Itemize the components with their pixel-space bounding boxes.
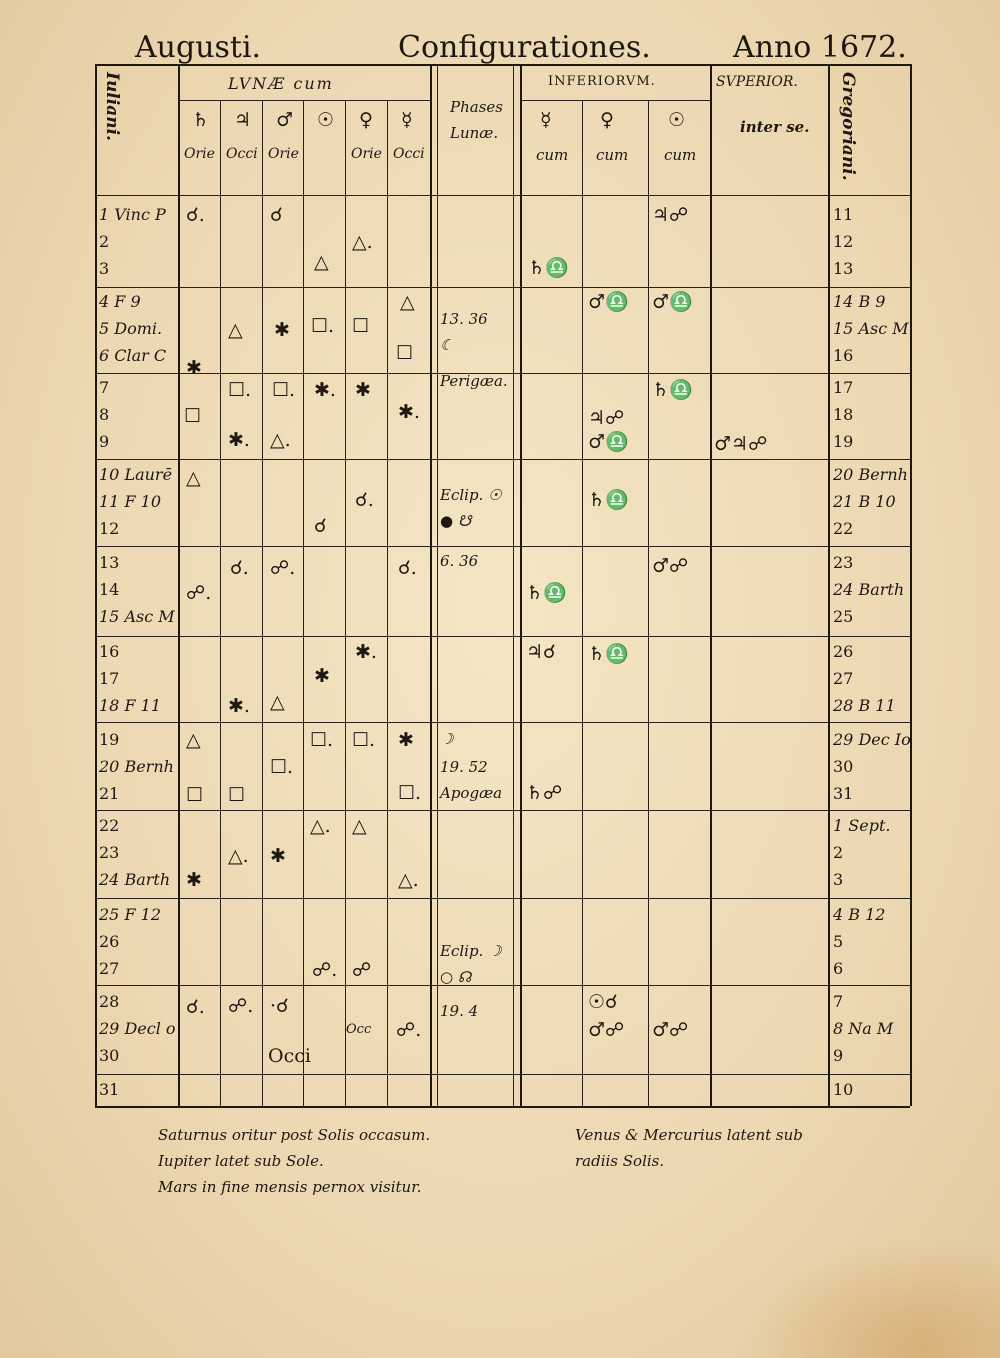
footer-line: radiis Solis. xyxy=(575,1152,665,1170)
gregorian-day: 19 xyxy=(833,432,854,451)
column-divider xyxy=(910,64,912,1106)
row-rule xyxy=(95,898,910,899)
julian-day: 6 Clar C xyxy=(99,346,167,365)
gregorian-day: 8 Na M xyxy=(833,1019,894,1038)
lunar-aspect: ☌. xyxy=(186,996,205,1018)
gregorian-day: 31 xyxy=(833,784,854,803)
lunar-aspect: △. xyxy=(228,845,249,867)
gregorian-day: 28 B 11 xyxy=(833,696,896,715)
column-divider xyxy=(303,100,304,1106)
julian-day: 31 xyxy=(99,1080,120,1099)
lunar-aspect: ☐ xyxy=(186,784,204,806)
phase-entry: 19. 52 xyxy=(440,758,488,776)
gregorian-day: 13 xyxy=(833,259,854,278)
gregorian-day: 7 xyxy=(833,992,844,1011)
inferior-aspect: ♂♎ xyxy=(588,291,629,313)
lunar-aspect: △. xyxy=(398,869,419,891)
planet-symbol: ♂ xyxy=(276,109,294,131)
lunar-aspect: ✱ xyxy=(270,845,286,867)
gregorian-day: 4 B 12 xyxy=(833,905,886,924)
planet-symbol: ♄ xyxy=(192,109,210,131)
julian-day: 21 xyxy=(99,784,120,803)
gregorian-day: 20 Bernh xyxy=(833,465,908,484)
phase-entry: ○ ☊ xyxy=(440,968,472,986)
gregorian-day: 29 Dec Io xyxy=(833,730,911,749)
lunar-aspect: ✱ xyxy=(186,357,202,379)
julian-day: 1 Vinc P xyxy=(99,205,166,224)
lunar-aspect: ✱ xyxy=(314,665,330,687)
lunar-aspect: ☐. xyxy=(311,315,335,337)
lunar-aspect: △ xyxy=(270,691,285,713)
row-rule xyxy=(95,287,910,288)
gregorian-day: 21 B 10 xyxy=(833,492,896,511)
lunar-aspect: ☌ xyxy=(314,515,327,537)
inferior-aspect: ♃☍ xyxy=(588,407,625,429)
julian-day: 4 F 9 xyxy=(99,292,141,311)
lunar-aspect: △ xyxy=(186,729,201,751)
planet-sub-label: Orie xyxy=(184,146,215,162)
julian-day: 14 xyxy=(99,580,120,599)
lunar-aspect: ☐ xyxy=(396,342,414,364)
julian-day: 20 Bernh xyxy=(99,757,174,776)
phase-entry: ☾ xyxy=(440,336,454,354)
julian-day: 7 xyxy=(99,378,110,397)
julian-day: 12 xyxy=(99,519,120,538)
footer-line: Iupiter latet sub Sole. xyxy=(158,1152,324,1170)
phase-entry: Eclip. ☽ xyxy=(440,942,502,960)
gregorian-day: 6 xyxy=(833,959,844,978)
julian-day: 13 xyxy=(99,553,120,572)
gregorian-day: 3 xyxy=(833,870,844,889)
julian-day: 9 xyxy=(99,432,110,451)
inferior-aspect: ♂♎ xyxy=(652,291,693,313)
row-rule xyxy=(95,985,910,986)
inferior-aspect: ♄♎ xyxy=(528,257,569,279)
lunar-aspect: ☐ xyxy=(228,784,246,806)
lunar-aspect: △. xyxy=(310,815,331,837)
gregorian-day: 23 xyxy=(833,553,854,572)
lunar-aspect: ☐. xyxy=(398,782,422,804)
lunar-aspect: ✱ xyxy=(398,729,414,751)
row-rule xyxy=(95,1074,910,1075)
lunar-aspect: △ xyxy=(400,291,415,313)
lunar-aspect: ☍. xyxy=(312,959,338,981)
planet-sub-label: Occi xyxy=(226,146,258,162)
column-divider xyxy=(437,64,438,1106)
column-divider xyxy=(262,100,263,1106)
phase-entry: Eclip. ☉ xyxy=(440,486,502,504)
inter-se-label: inter se. xyxy=(740,118,810,136)
lunar-aspect: ☍ xyxy=(352,959,372,981)
julian-day: 23 xyxy=(99,843,120,862)
lunar-aspect: ✱. xyxy=(314,379,336,401)
row-rule xyxy=(95,810,910,811)
header-rule xyxy=(520,100,710,101)
julian-day: 27 xyxy=(99,959,120,978)
phase-entry: 6. 36 xyxy=(440,552,479,570)
column-divider xyxy=(710,64,712,1106)
gregorian-day: 2 xyxy=(833,843,844,862)
lunar-aspect: △ xyxy=(352,815,367,837)
lunar-aspect: ✱ xyxy=(274,319,290,341)
lunar-aspect: △ xyxy=(186,467,201,489)
phase-entry: ☽ xyxy=(440,730,454,748)
gregorian-day: 17 xyxy=(833,378,854,397)
phase-entry: Apogæa xyxy=(440,784,503,802)
gregorian-day: 10 xyxy=(833,1080,854,1099)
inferior-aspect: ♃☌ xyxy=(526,641,556,663)
inferior-aspect: ♃☍ xyxy=(652,204,689,226)
lunar-aspect: ☐ xyxy=(352,315,370,337)
row-rule xyxy=(95,636,910,637)
julian-day: 18 F 11 xyxy=(99,696,161,715)
planet-symbol: ☉ xyxy=(668,109,686,131)
julian-day: 29 Decl o xyxy=(99,1019,176,1038)
lunar-aspect: ☌ xyxy=(270,204,283,226)
inferior-aspect: ♂☍ xyxy=(652,555,689,577)
lunar-aspect: Occi xyxy=(268,1045,311,1067)
planet-sub-label: Orie xyxy=(268,146,299,162)
lunar-aspect: ✱. xyxy=(355,641,377,663)
julian-day: 28 xyxy=(99,992,120,1011)
footer-right xyxy=(575,1122,803,1174)
gregorian-day: 27 xyxy=(833,669,854,688)
lunae-cum-header: LVNÆ cum xyxy=(228,74,334,93)
superior-aspect: ♂♃☍ xyxy=(714,433,768,455)
phase-entry: Perigæa. xyxy=(440,372,508,390)
superior-header: SVPERIOR. xyxy=(716,74,798,90)
lunar-aspect: ✱. xyxy=(228,429,250,451)
column-divider xyxy=(178,64,180,1106)
cum-label: cum xyxy=(596,146,629,164)
table-top-rule xyxy=(95,64,910,66)
inferior-aspect: ♂☍ xyxy=(652,1019,689,1041)
row-rule xyxy=(95,459,910,460)
lunar-aspect: ·☌ xyxy=(270,995,289,1017)
lunar-aspect: △. xyxy=(270,429,291,451)
lunar-aspect: ☌. xyxy=(230,557,249,579)
gregorian-day: 18 xyxy=(833,405,854,424)
julian-day: 25 F 12 xyxy=(99,905,161,924)
planet-symbol: ♀ xyxy=(600,109,614,131)
gregorian-day: 5 xyxy=(833,932,844,951)
cum-label: cum xyxy=(536,146,569,164)
column-divider xyxy=(95,64,97,1106)
julian-day: 2 xyxy=(99,232,110,251)
phases-sub-header: Lunæ. xyxy=(450,124,499,142)
julian-day: 16 xyxy=(99,642,120,661)
cum-label: cum xyxy=(664,146,697,164)
lunar-aspect: ☌. xyxy=(398,557,417,579)
julian-day: 15 Asc M xyxy=(99,607,175,626)
row-rule xyxy=(95,195,910,196)
planet-symbol: ♃ xyxy=(234,109,252,131)
julian-day: 10 Laurē xyxy=(99,465,173,484)
column-divider xyxy=(345,100,346,1106)
gregorian-day: 22 xyxy=(833,519,854,538)
lunar-aspect: ✱ xyxy=(186,869,202,891)
lunar-aspect: ☐. xyxy=(270,756,294,778)
lunar-aspect: ☍. xyxy=(396,1019,422,1041)
gregorian-day: 26 xyxy=(833,642,854,661)
lunar-aspect: ☐. xyxy=(228,379,252,401)
column-divider xyxy=(220,100,221,1106)
planet-symbol: ♀ xyxy=(359,109,373,131)
phase-entry: 13. 36 xyxy=(440,310,488,328)
julian-day: 17 xyxy=(99,669,120,688)
lunar-aspect: ☐. xyxy=(310,729,334,751)
gregorian-day: 12 xyxy=(833,232,854,251)
gregorian-day: 15 Asc M xyxy=(833,319,909,338)
gregorian-day: 30 xyxy=(833,757,854,776)
lunar-aspect: ☍. xyxy=(228,995,254,1017)
table-bottom-rule xyxy=(95,1106,910,1108)
inferior-aspect: ♄♎ xyxy=(652,379,693,401)
iuliani-header: Iuliani. xyxy=(102,72,122,141)
gregorian-day: 25 xyxy=(833,607,854,626)
phase-entry: ● ☋ xyxy=(440,512,472,530)
gregorian-day: 9 xyxy=(833,1046,844,1065)
footer-line: Saturnus oritur post Solis occasum. xyxy=(158,1126,431,1144)
julian-day: 19 xyxy=(99,730,120,749)
lunar-aspect: ☐. xyxy=(352,729,376,751)
lunar-aspect: ✱ xyxy=(355,379,371,401)
lunar-aspect: ☍. xyxy=(186,582,212,604)
row-rule xyxy=(95,546,910,547)
column-divider xyxy=(520,64,522,1106)
column-divider xyxy=(430,64,432,1106)
gregorian-day: 14 B 9 xyxy=(833,292,886,311)
lunar-aspect: △ xyxy=(314,251,329,273)
phase-entry: 19. 4 xyxy=(440,1002,479,1020)
lunar-aspect: ☐ xyxy=(184,405,202,427)
julian-day: 8 xyxy=(99,405,110,424)
julian-day: 24 Barth xyxy=(99,870,171,889)
gregorian-day: 16 xyxy=(833,346,854,365)
header-year: Anno 1672. xyxy=(733,30,907,65)
planet-sub-label: Orie xyxy=(351,146,382,162)
lunar-aspect: ☍. xyxy=(270,557,296,579)
planet-sub-label: Occi xyxy=(393,146,425,162)
inferior-aspect: ♄♎ xyxy=(526,582,567,604)
gregoriani-header: Gregoriani. xyxy=(838,72,858,181)
julian-day: 26 xyxy=(99,932,120,951)
julian-day: 30 xyxy=(99,1046,120,1065)
column-divider xyxy=(828,64,830,1106)
lunar-aspect: △ xyxy=(228,319,243,341)
header-month: Augusti. xyxy=(135,30,262,65)
gregorian-day: 11 xyxy=(833,205,854,224)
inferior-aspect: ♄♎ xyxy=(588,489,629,511)
julian-day: 3 xyxy=(99,259,110,278)
column-divider xyxy=(648,100,649,1106)
inferior-aspect: ♄♎ xyxy=(588,643,629,665)
footer-line: Mars in fine mensis pernox visitur. xyxy=(158,1178,422,1196)
lunar-aspect: ✱. xyxy=(398,401,420,423)
inferiorum-header: INFERIORVM. xyxy=(548,74,656,89)
planet-symbol: ☉ xyxy=(317,109,335,131)
column-divider xyxy=(582,100,583,1106)
footer-left xyxy=(158,1122,430,1200)
julian-day: 5 Domi. xyxy=(99,319,163,338)
julian-day: 11 F 10 xyxy=(99,492,161,511)
julian-day: 22 xyxy=(99,816,120,835)
gregorian-day: 24 Barth xyxy=(833,580,905,599)
planet-symbol: ☿ xyxy=(401,109,413,131)
inferior-aspect: ♄☍ xyxy=(526,782,563,804)
lunar-aspect: ☌. xyxy=(186,204,205,226)
phases-header: Phases xyxy=(450,98,503,116)
planet-symbol: ☿ xyxy=(540,109,552,131)
footer-line: Venus & Mercurius latent sub xyxy=(575,1126,803,1144)
header-rule xyxy=(178,100,430,101)
lunar-aspect: Occ xyxy=(346,1022,372,1037)
paper-stain xyxy=(740,1238,1000,1358)
inferior-aspect: ☉☌ xyxy=(588,991,618,1013)
lunar-aspect: ✱. xyxy=(228,695,250,717)
column-divider xyxy=(513,64,514,1106)
column-divider xyxy=(387,100,388,1106)
gregorian-day: 1 Sept. xyxy=(833,816,891,835)
lunar-aspect: △. xyxy=(352,231,373,253)
inferior-aspect: ♂☍ xyxy=(588,1019,625,1041)
row-rule xyxy=(95,722,910,723)
header-title: Configurationes. xyxy=(398,30,651,65)
lunar-aspect: ☐. xyxy=(272,379,296,401)
inferior-aspect: ♂♎ xyxy=(588,431,629,453)
lunar-aspect: ☌. xyxy=(355,489,374,511)
